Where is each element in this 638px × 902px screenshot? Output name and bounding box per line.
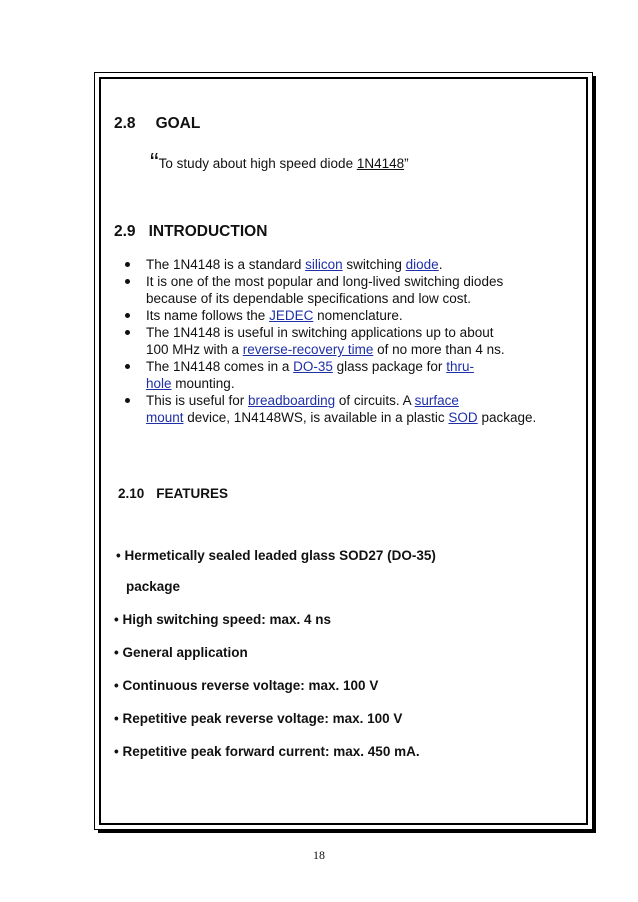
page-border-shadow-bottom	[98, 830, 596, 833]
bullet-text: device, 1N4148WS, is available in a plastic	[183, 410, 449, 425]
intro-bullet-item	[122, 358, 592, 392]
bullet-line	[146, 358, 592, 375]
bullet-text: This is useful for	[146, 393, 249, 408]
bullet-text: of no more than 4 ns.	[373, 342, 505, 357]
bullet-line	[146, 307, 592, 324]
goal-section-number: 2.8	[114, 115, 136, 132]
hyperlink[interactable]: DO-35	[293, 359, 333, 374]
bullet-line	[146, 273, 592, 290]
hyperlink[interactable]: reverse-recovery time	[242, 342, 374, 357]
goal-text: To study about high speed diode	[158, 156, 357, 171]
hyperlink[interactable]: hole	[146, 376, 172, 391]
intro-bullet-item	[122, 273, 592, 307]
bullet-text: 100 MHz with a	[146, 342, 243, 357]
bullet-text: It is one of the most popular and long-lived switching diodes	[146, 274, 504, 289]
bullet-text: glass package for	[332, 359, 447, 374]
bullet-line	[146, 409, 592, 426]
goal-link-1n4148[interactable]: 1N4148	[356, 156, 405, 171]
hyperlink[interactable]: diode	[405, 257, 439, 272]
bullet-text: Its name follows the	[146, 308, 270, 323]
bullet-text: The 1N4148 comes in a	[146, 359, 294, 374]
hyperlink[interactable]: SOD	[448, 410, 478, 425]
bullet-text: mounting.	[171, 376, 235, 391]
feature-item: package	[126, 579, 181, 594]
goal-open-quote: “	[150, 147, 159, 177]
feature-item: • General application	[114, 645, 248, 660]
bullet-text: switching	[342, 257, 406, 272]
bullet-text: because of its dependable specifications and low cost.	[146, 291, 471, 306]
goal-section-title: GOAL	[155, 115, 201, 132]
feature-item: • Repetitive peak reverse voltage: max. 100 V	[114, 711, 403, 726]
goal-statement	[150, 147, 409, 177]
features-section-title: FEATURES	[156, 486, 229, 501]
intro-bullet-item	[122, 307, 592, 324]
hyperlink[interactable]: surface	[414, 393, 459, 408]
feature-item: • Hermetically sealed leaded glass SOD27 (DO-35)	[116, 548, 436, 563]
intro-bullet-list	[122, 256, 592, 426]
hyperlink[interactable]: mount	[146, 410, 184, 425]
bullet-line	[146, 256, 592, 273]
bullet-line	[146, 324, 592, 341]
goal-heading	[114, 115, 200, 133]
bullet-line	[146, 290, 592, 307]
page-border-shadow-right	[593, 76, 596, 833]
hyperlink[interactable]: thru-	[446, 359, 474, 374]
features-heading	[118, 486, 228, 501]
intro-heading	[114, 223, 267, 241]
bullet-text: The 1N4148 is useful in switching applications up to about	[146, 325, 494, 340]
bullet-text: .	[438, 257, 443, 272]
bullet-text: of circuits. A	[335, 393, 415, 408]
intro-bullet-item	[122, 392, 592, 426]
goal-close-quote: ”	[404, 156, 409, 171]
intro-section-number: 2.9	[114, 223, 136, 240]
feature-item: • Repetitive peak forward current: max. 450 mA.	[114, 744, 420, 759]
feature-item: • High switching speed: max. 4 ns	[114, 612, 332, 627]
bullet-text: The 1N4148 is a standard	[146, 257, 306, 272]
intro-section-title: INTRODUCTION	[148, 223, 268, 240]
hyperlink[interactable]: silicon	[305, 257, 343, 272]
hyperlink[interactable]: breadboarding	[248, 393, 336, 408]
intro-bullet-item	[122, 256, 592, 273]
intro-bullet-item	[122, 324, 592, 358]
hyperlink[interactable]: JEDEC	[269, 308, 314, 323]
bullet-text: nomenclature.	[313, 308, 403, 323]
page-number: 18	[313, 848, 325, 862]
bullet-line	[146, 375, 592, 392]
feature-item: • Continuous reverse voltage: max. 100 V	[114, 678, 379, 693]
bullet-line	[146, 392, 592, 409]
bullet-line	[146, 341, 592, 358]
features-section-number: 2.10	[118, 486, 145, 501]
bullet-text: package.	[477, 410, 537, 425]
